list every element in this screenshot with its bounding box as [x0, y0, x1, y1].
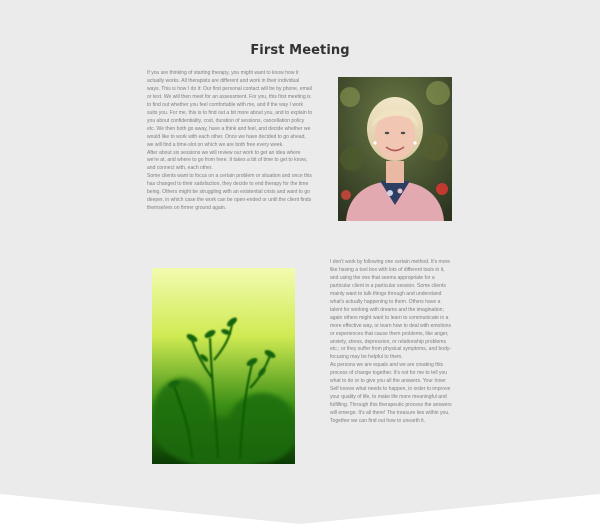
intro-paragraph-3: Some clients want to focus on a certain problem or situation and once this has changed to their satisfaction, they decide to end therapy for the time being. Others might be struggling with an existential crisis and want to go deeper, in which case the work can be open-ended or until the client finds themselves on firmer ground again. — [147, 173, 312, 212]
approach-paragraph-2: As persons we are equals and we are creating this process of change together. It's not for me to tell you what to do or to give you all the answers. Your Inner Self knows what needs to happen, in order to improve your quality of life, to make life more meaningful and fulfilling. Through this therapeutic process the answers will emerge. It's all there! The treasure lies within you. Together we can find out how to unearth it. — [330, 362, 452, 425]
plant-image — [152, 268, 295, 464]
page-title: First Meeting — [250, 42, 350, 58]
green-plant-photo — [152, 268, 295, 464]
portrait-image — [338, 77, 452, 221]
footer-chevron — [0, 494, 600, 531]
chevron-shape — [0, 494, 600, 531]
approach-text — [330, 259, 454, 426]
intro-paragraph-2: After about six sessions we will review our work to get an idea where we're at, and where to go from here. It takes a bit of time to get to know, and connect with, each other. — [147, 149, 308, 172]
portrait-photo — [338, 77, 452, 221]
intro-text — [147, 70, 313, 213]
intro-paragraph-1: If you are thinking of starting therapy, you might want to know how it actually works. All therapists are different and work in their individual ways. This is how I do it: Our first personal contact will be by phone, email or text. We will then meet for an assessment. For you, this first meeting is to find out whether you feel comfortable with me, and if the way I work suits you. For me, this is to find out a bit more about you, and to explain to you about confidentiality, cost, duration of sessions, cancellation policy etc. We then both go away, have a think and feel, and decide whether we would like to work with each other. Once we have decided to go ahead, we will find a time-slot on which we are both free every week. — [147, 70, 313, 148]
approach-paragraph-1: I don't work by following one certain method. It's more like having a tool box with lots of different tools in it, and using the one that seems appropriate for a particular client in a particular session. Some clients mainly want to talk things through and understand what's actually happening to them. Others have a talent for working with dreams and the imagination; again others might want to learn to communicate in a more effective way, or learn how to deal with emotions or experiences that cause them problems, like anger, anxiety, stress, depression, or relationship problems etc.; or they suffer from physical symptoms, and body-focusing may be helpful to them. — [330, 259, 452, 361]
